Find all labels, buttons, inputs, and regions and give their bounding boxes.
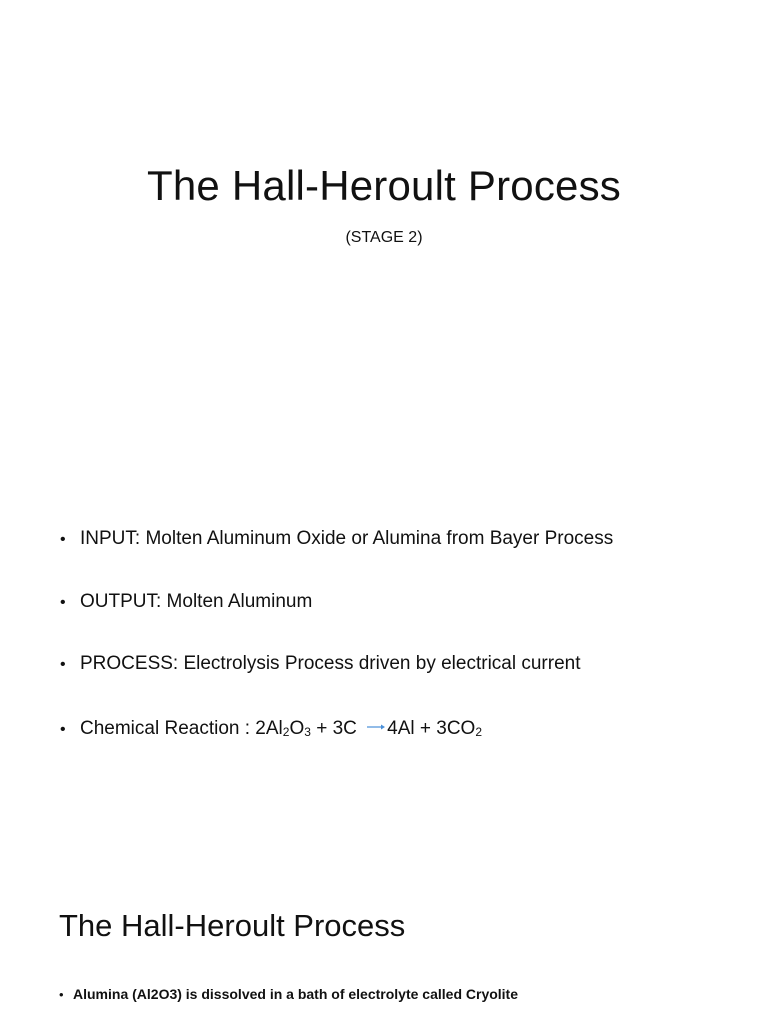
bullet-chemical-reaction — [60, 714, 750, 745]
detail-bullet-list — [59, 986, 518, 1002]
reaction-label: Chemical Reaction : — [80, 717, 256, 739]
bullet-text: INPUT: Molten Aluminum Oxide or Alumina from Bayer Process — [80, 528, 614, 549]
reaction-arrow-icon — [366, 714, 386, 724]
product-aluminum-co2: 4Al + 3CO — [387, 717, 476, 739]
reactant-sub-3: 3 — [304, 724, 311, 739]
reactant-al: 2Al — [255, 717, 283, 739]
slide-process-overview — [0, 480, 768, 864]
slide-process-detail — [0, 864, 768, 1024]
reactant-o: O — [289, 717, 305, 739]
bullet-dot-icon: • — [60, 656, 66, 673]
bullet-process — [60, 651, 750, 678]
bullet-text: OUTPUT: Molten Aluminum — [80, 590, 313, 612]
reactant-carbon: + 3C — [310, 717, 363, 739]
slide-detail-heading: The Hall-Heroult Process — [59, 908, 406, 943]
bullet-dot-icon: • — [60, 531, 66, 548]
bullet-alumina-dissolved — [59, 986, 518, 1002]
reaction-equation — [80, 714, 482, 745]
bullet-input — [60, 526, 750, 553]
slide-subtitle: (STAGE 2) — [345, 229, 423, 246]
slide-title-heading: The Hall-Heroult Process — [147, 162, 621, 209]
slide-title — [0, 0, 768, 480]
bullet-dot-icon: • — [59, 987, 64, 1002]
bullet-text: Alumina (Al2O3) is dissolved in a bath of electrolyte called Cryolite — [73, 986, 519, 1002]
bullet-dot-icon: • — [60, 720, 66, 738]
bullet-text: PROCESS: Electrolysis Process driven by electrical current — [80, 653, 581, 674]
overview-bullet-list — [60, 526, 750, 780]
bullet-output — [60, 589, 750, 616]
product-sub-2: 2 — [475, 724, 483, 739]
bullet-dot-icon: • — [60, 593, 66, 611]
reactant-sub-2: 2 — [282, 724, 290, 739]
